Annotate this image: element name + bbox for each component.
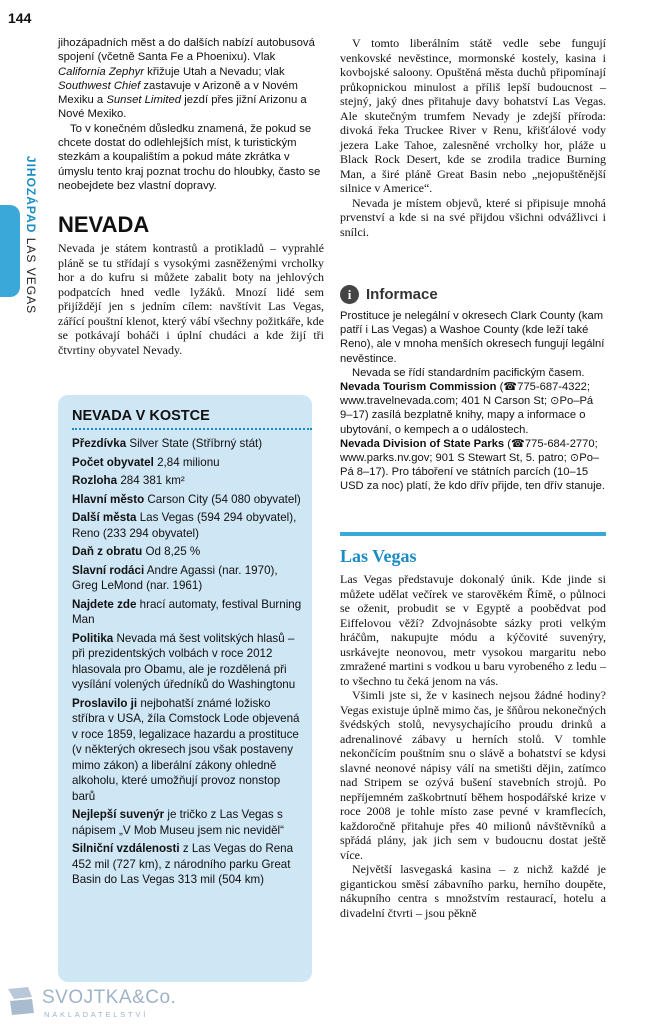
- paragraph: Všimli jste si, že v kasinech nejsou žádné hodiny? Vegas existuje úplně mimo čas, je šňůrou nekonečných švédských stolů, nevysychajícího proudu drinků a adrenalinové zábavy u herních stolů. V tomhle nekončícím pouštním snu o slávě a bohatství se kdysi slavné neonové nápisy válí na smetišti dějin, zatímco nad Stripem se ozývá bušení stavebních strojů. Po nepříjemném zaškobrtnutí během hospodářské krize v roce 2008 je tohle místo zase pevné v kramflecích, každoročně přitahuje přes 40 milionů návštěvníků a spřádá plány, jak jich sem v budoucnu dostat ještě více.: [340, 688, 606, 862]
- fact-key: Hlavní město: [72, 492, 145, 506]
- fact-key: Další města: [72, 511, 137, 524]
- paragraph: Nevada je místem objevů, které si připisuje mnohá prvenství a kde si na své přijdou všichni odvážlivci i snílci.: [340, 195, 606, 239]
- fact-item: [72, 563, 304, 594]
- text-run: křižuje Utah a Nevadu; vlak: [144, 65, 285, 78]
- fact-item: [72, 807, 304, 838]
- fact-value: Nevada má šest volitských hlasů – při prezidentských volbách v roce 2012 hlasovala pro Obamu, ale je rozdělená při vysílání volených úředníků do Washingtonu: [72, 631, 296, 691]
- fact-key: Najdete zde: [72, 597, 137, 611]
- text-run: jezdí přes jižní Arizonu a Nové Mexiko.: [58, 94, 307, 121]
- publisher-subtitle: NAKLADATELSTVÍ: [44, 1010, 149, 1019]
- fact-key: Daň z obratu: [72, 545, 143, 558]
- left-column-intro: [58, 36, 324, 193]
- publisher-mark-icon: [6, 985, 36, 1017]
- fact-item: [72, 631, 304, 693]
- publisher-logo: [6, 985, 186, 1021]
- fact-item: [72, 473, 304, 489]
- paragraph: [58, 122, 324, 193]
- paragraph: V tomto liberálním státě vedle sebe fungují venkovské nevěstince, mormonské kostely, kasina i kovbojské saloony. Opuštěná města duchů připomínají průkopnickou minulost a příliš lepší budoucnost – stejný, jaký dnes přitahuje davy bohatství Las Vegas. Ale skutečným trumfem Nevady je zdejší příroda: divoká řeka Truckee River v Renu, křišťálové vody jezera Lake Tahoe, zalesněné vrcholky hor, pláže u Black Rock Desert, kde se zrodila tradice Burning Man, a širé pláně Great Basin nebo „nejopuštěnější silnice v Americe“.: [340, 36, 606, 195]
- fact-value: Silver State (Stříbrný stát): [129, 437, 263, 450]
- fact-value: Od 8,25 %: [145, 545, 201, 558]
- fact-key: Slavní rodáci: [72, 563, 145, 577]
- info-entry-text: (☎775-687-4322; www.travelnevada.com; 401 N Carson St; ⊙Po–Pá 9–17) zasílá bezplatně knihy, mapy a informace o ubytování, o kempech a o událostech.: [340, 381, 594, 436]
- fact-item: [72, 510, 304, 541]
- paragraph: [58, 36, 324, 122]
- las-vegas-body: [340, 572, 606, 920]
- info-section: [340, 309, 606, 494]
- info-paragraph: Prostituce je nelegální v okresech Clark County (kam patří i Las Vegas) a Washoe County (kde leží také Reno), ale v mnoha menších okresech fungují legální nevěstince.: [340, 310, 605, 365]
- fact-value: hrací automaty, festival Burning Man: [72, 597, 302, 626]
- section-label: [18, 150, 44, 320]
- nevada-heading: NEVADA: [58, 212, 150, 237]
- fact-item: [72, 597, 304, 628]
- info-entry-name: Nevada Division of State Parks: [340, 437, 505, 450]
- info-entry-text: (☎775-684-2770; www.parks.nv.gov; 901 S Stewart St, 5. patro; ⊙Po–Pá 8–17). Pro táboření ve státních parcích (10–15 USD za noc) platí, že kdo dřív přijde, ten dřív stanuje.: [340, 437, 605, 493]
- fact-item: [72, 696, 304, 805]
- info-entry-name: Nevada Tourism Commission: [340, 381, 497, 394]
- text-run: zastavuje v Arizoně a v Novém Mexiku a: [58, 79, 298, 107]
- info-heading: Informace: [366, 286, 438, 303]
- fact-item: [72, 544, 304, 560]
- nevada-intro: Nevada je státem kontrastů a protikladů – vyprahlé pláně se tu střídají s vysokými zasněženými vrcholky hor a do kufru si můžete zabalit boty na jehlových podpatcích hned vedle lyžáků. Mnozí lidé sem přijíždějí jen s jedním cílem: navštívit Las Vegas, zářící pouštní klenot, který vábí všechny požitkáře, kde se potkávají boháči i úplní chudáci a kde žijí tři čtvrtiny obyvatel Nevady.: [58, 241, 324, 357]
- section-tab: [0, 205, 20, 297]
- text-run: jihozápadních měst a do dalších nabízí autobusová spojení (včetně Santa Fe a Phoenixu). Vlak: [58, 37, 315, 64]
- section-rule: [340, 532, 606, 536]
- info-paragraph: Nevada se řídí standardním pacifickým časem.: [352, 366, 585, 379]
- fact-key: Politika: [72, 631, 114, 645]
- facts-box-title: NEVADA V KOSTCE: [72, 408, 210, 424]
- fact-value: Carson City (54 080 obyvatel): [147, 492, 301, 506]
- subsection-name: LAS VEGAS: [24, 237, 38, 315]
- right-column-intro: [340, 36, 606, 239]
- info-icon: i: [340, 285, 359, 304]
- fact-value: je tričko z Las Vegas s nápisem „V Mob Museu jsem nic neviděl“: [72, 808, 284, 837]
- facts-list: [72, 436, 304, 891]
- fact-value: 284 381 km²: [120, 474, 185, 487]
- paragraph: Las Vegas představuje dokonalý únik. Kde jinde si můžete udělat večírek ve starověkém Římě, o půlnoci se oženit, probudit se v Egyptě a poobědvat pod Eiffelovou věží? Zdvojnásobte sázky proti velkým hráčům, nakupujte módu a kýčovité suvenýry, usrkávejte neonovou, metr vysokou margaritu nebo zmražené martini s vodkou u baru vyrobeného z ledu – to všechno tu čeká jenom na vás.: [340, 572, 606, 688]
- publisher-name: SVOJTKA&Co.: [42, 987, 177, 1008]
- fact-item: [72, 455, 304, 471]
- fact-value: z Las Vegas do Rena 452 mil (727 km), z národního parku Great Basin do Las Vegas 313 mil (504 km): [72, 842, 294, 886]
- fact-value: Las Vegas (594 294 obyvatel), Reno (233 294 obyvatel): [72, 511, 297, 540]
- fact-key: Přezdívka: [72, 437, 127, 450]
- section-name: JIHOZÁPAD: [24, 155, 38, 234]
- fact-value: 2,84 milionu: [157, 455, 220, 469]
- fact-key: Silniční vzdálenosti: [72, 842, 180, 855]
- fact-key: Rozloha: [72, 474, 118, 487]
- fact-item: [72, 492, 304, 508]
- train-name: California Zephyr: [58, 65, 145, 78]
- train-name: Southwest Chief: [58, 79, 141, 92]
- fact-item: [72, 436, 304, 452]
- page-number: 144: [8, 10, 32, 26]
- fact-item: [72, 841, 304, 888]
- fact-key: Proslavilo ji: [72, 696, 138, 710]
- las-vegas-heading: Las Vegas: [340, 546, 417, 566]
- text-run: To v konečném důsledku znamená, že pokud se chcete dostat do odlehlejších míst, k turistickým stezkám a koupalištím a pokud máte zkrátka v úmyslu tento kraj poznat trochu do hloubky, často se neobejdete bez vlastní dopravy.: [58, 122, 321, 192]
- fact-value: nejbohatší známé ložisko stříbra v USA, žíla Comstock Lode objevená v roce 1859, legalizace hazardu a prostituce (v některých okresech jsou však postaveny mimo zákon) a liberální zákony ohledně alkoholu, které umožňují provoz nonstop barů: [72, 696, 300, 803]
- fact-key: Nejlepší suvenýr: [72, 808, 165, 821]
- fact-value: Andre Agassi (nar. 1970), Greg LeMond (nar. 1961): [72, 563, 278, 592]
- fact-key: Počet obyvatel: [72, 455, 154, 469]
- facts-box-divider: [72, 428, 312, 430]
- train-name: Sunset Limited: [106, 94, 182, 107]
- paragraph: Největší lasvegaská kasina – z nichž každé je gigantickou směsí zábavního parku, herního doupěte, nákupního centra s množstvím restaurací, hotelu a divadelní čtvrti – jsou pěkně: [340, 862, 606, 920]
